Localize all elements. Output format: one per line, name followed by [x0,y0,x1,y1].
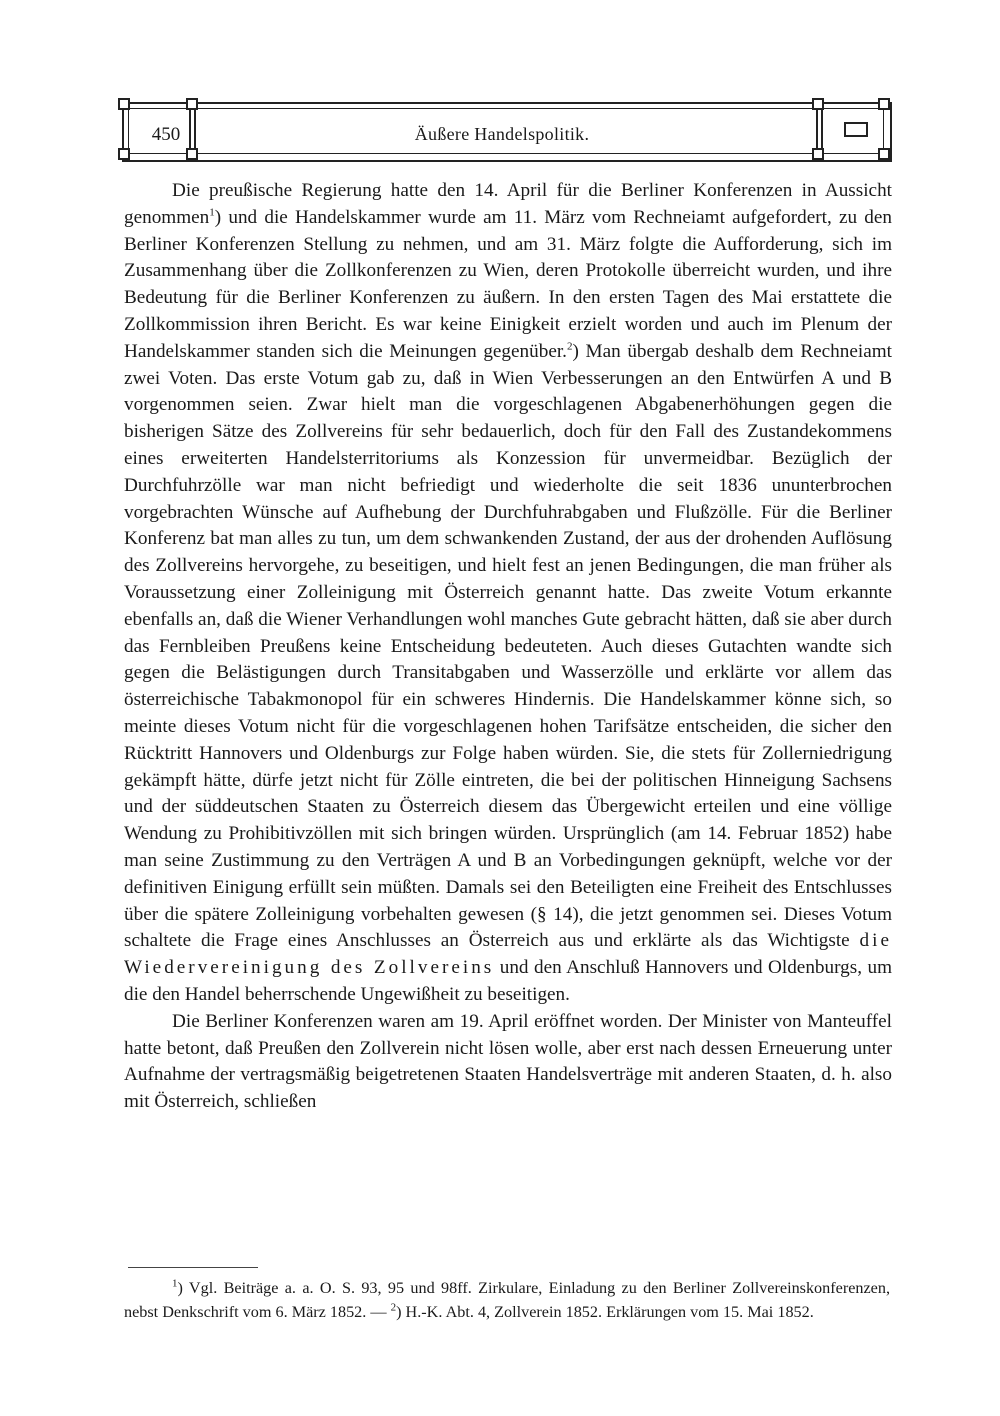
frame-corner-ornament [118,148,130,160]
frame-corner-ornament [812,148,824,160]
paragraph-text: ) und die Handelskammer wurde am 11. März vom Rechneiamt aufgefordert, zu den Berliner Konferenzen Stellung zu nehmen, und am 31. März folgte die Aufforderung, sich im Zusammenhang über die Zollkonferenzen zu Wien, deren Protokolle überreicht wurden, und ihre Bedeutung für die Berliner Konferenzen zu äußern. In den ersten Tagen des Mai erstattete die Zollkommission ihren Bericht. Es war keine Einigkeit erzielt worden und auch im Plenum der Handelskammer standen sich die Meinungen gegenüber. [124,206,892,362]
footnote-marker: 1 [172,1277,178,1290]
footnote-marker: 2 [390,1301,397,1314]
frame-corner-ornament [878,98,890,110]
paragraph [124,178,892,1009]
ornament-icon [844,122,868,137]
footnotes [124,1276,890,1324]
paragraph-text: Die preußische Regierung hatte den 14. April für die Berliner Konferenzen in Aussicht genommen [124,180,892,228]
page-number: 450 [151,124,181,145]
paragraph-text: und den Anschluß Hannovers und Oldenburgs, um die den Handel beherrschende Ungewißheit zu beseitigen. [124,957,893,1005]
footnote-text: ) H.-K. Abt. 4, Zollverein 1852. Erklärungen vom 15. Mai 1852. [396,1303,814,1321]
emphasis-spaced: die Wiedervereinigung des Zollvereins [124,930,892,979]
footnote-ref: 1 [209,206,215,219]
footnote-text: ) Vgl. Beiträge a. a. O. S. 93, 95 und 98ff. Zirkulare, Einladung zu den Berliner Zollvereinskonferenzen, nebst Denkschrift vom 6. März 1852. — [124,1279,890,1321]
body-text [124,178,892,1116]
footnote [124,1276,890,1324]
frame-corner-ornament [186,148,198,160]
frame-corner-ornament [878,148,890,160]
running-title: Äußere Handelspolitik. [414,124,590,144]
paragraph-text: ) Man übergab deshalb dem Rechneiamt zwei Voten. Das erste Votum gab zu, daß in Wien Verbesserungen an den Entwürfen A und B vorgenommen seien. Zwar hielt man die vorgeschlagenen Abgabenerhöhungen gegen die bisherigen Sätze des Zollvereins für sehr bedauerlich, doch für den Fall des Zustandekommens eines erweiterten Handelsterritoriums als Konzession für unvermeidbar. Bezüglich der Durchfuhrzölle war man nicht befriedigt und wiederholte die seit 1836 ununterbrochen vorgebrachten Wünsche auf Aufhebung der Durchfuhrabgaben und Flußzölle. Für die Berliner Konferenz bat man alles zu tun, um dem schwankenden Zustand, der aus der drohenden Auflösung des Zollvereins hervorgehe, zu beseitigen, und hielt fest an jenen Bedingungen, die man früher als Voraussetzung einer Zolleinigung mit Österreich genannt hatte. Das zweite Votum erkannte ebenfalls an, daß die Wiener Verhandlungen wohl manches Gute gebracht hätten, daß sie aber durch das Fernbleiben Preußens keine Entscheidung bedeuteten. Auch dieses Gutachten wandte sich gegen die Belästigungen durch Transitabgaben und Wasserzölle und erklärte vor allem das österreichische Tabakmonopol für ein schweres Hindernis. Die Handelskammer könne sich, so meinte dieses Votum nicht für die vorgeschlagenen hohen Tarifsätze entscheiden, die sicher den Rücktritt Hannovers und Oldenburgs zur Folge haben würden. Sie, die stets für Zollerniedrigung gekämpft hätte, dürfe jetzt nicht für Zölle eintreten, die bei der politischen Hinneigung Sachsens und der süddeutschen Staaten zu Österreich diesem das Übergewicht erteilen und eine völlige Wendung zu Prohibitivzöllen mit sich bringen würden. Ursprünglich (am 14. Februar 1852) habe man seine Zustimmung zu den Verträgen A und B an Vorbedingungen geknüpft, welche vor der definitiven Einigung erfüllt sein müßten. Damals sei den Beteiligten eine Freiheit des Entschlusses über die spätere Zolleinigung vorbehalten gewesen (§ 14), die jetzt genommen sei. Dieses Votum schaltete die Frage eines Anschlusses an Österreich aus und erklärte als das Wichtigste [124,340,892,952]
footnote-separator [128,1267,258,1268]
frame-corner-ornament [118,98,130,110]
footnote-ref: 2 [566,340,573,353]
frame-corner-ornament [186,98,198,110]
running-header [122,102,890,160]
paragraph: Die Berliner Konferenzen waren am 19. April eröffnet worden. Der Minister von Manteuffel hatte betont, daß Preußen den Zollverein nicht lösen wolle, aber erst nach dessen Erneuerung unter Aufnahme der vertragsmäßig beigetretenen Staaten Handelsverträge mit anderen Staaten, d. h. also mit Österreich, schließen [124,1010,892,1113]
frame-corner-ornament [812,98,824,110]
